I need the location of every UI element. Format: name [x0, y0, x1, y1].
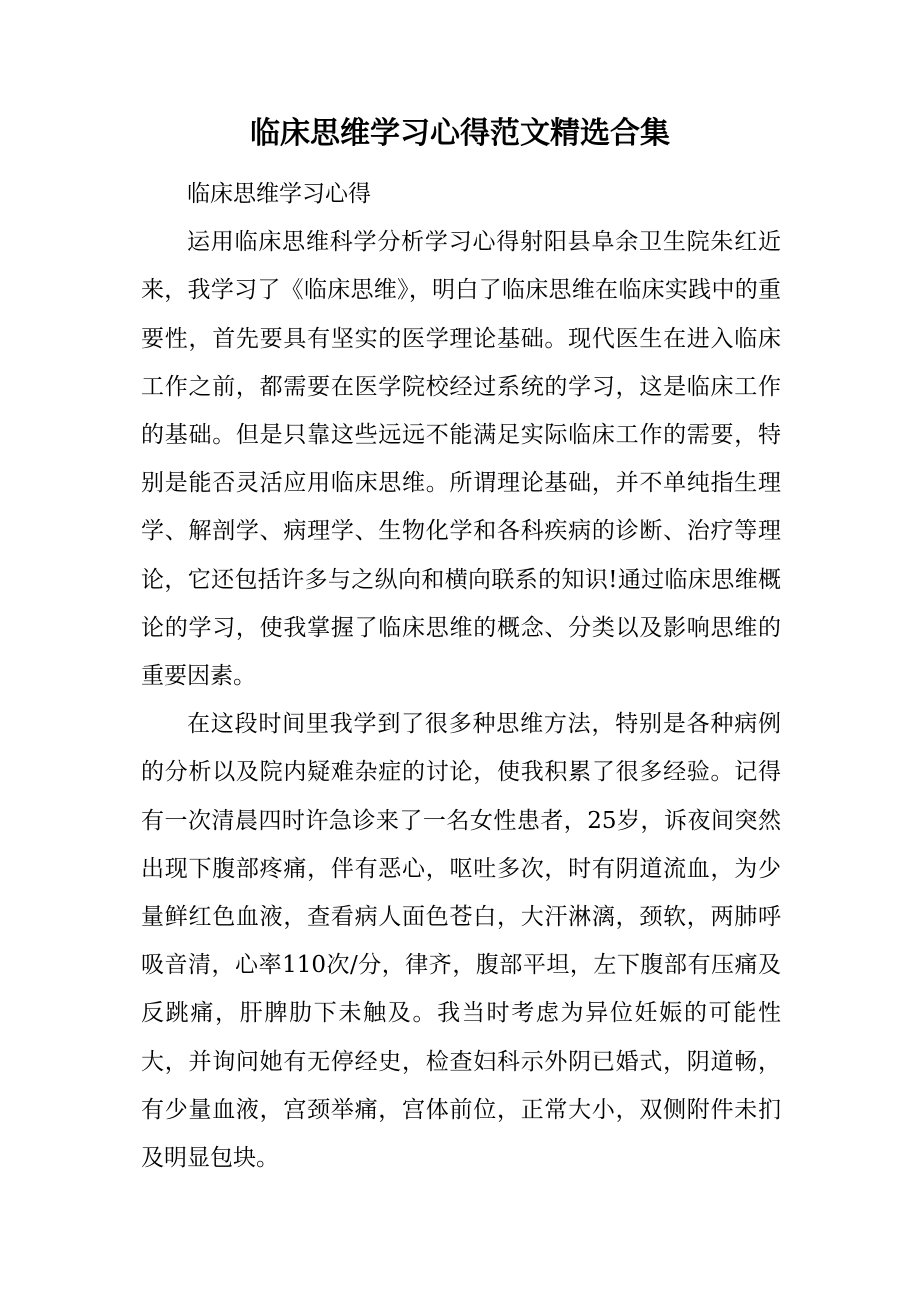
paragraph-1: 运用临床思维科学分析学习心得射阳县阜余卫生院朱红近来，我学习了《临床思维》，明白了临床思维在临床实践中的重要性，首先要具有坚实的医学理论基础。现代医生在进入临床工作之前，都需要在医学院校经过系统的学习，这是临床工作的基础。但是只靠这些远远不能满足实际临床工作的需要，特别是能否灵活应用临床思维。所谓理论基础，并不单纯指生理学、解剖学、病理学、生物化学和各科疾病的诊断、治疗等理论，它还包括许多与之纵向和横向联系的知识!通过临床思维概论的学习，使我掌握了临床思维的概念、分类以及影响思维的重要因素。: [141, 229, 781, 690]
section-subtitle: 临床思维学习心得: [187, 181, 371, 207]
paragraph-2: 在这段时间里我学到了很多种思维方法，特别是各种病例的分析以及院内疑难杂症的讨论，使我积累了很多经验。记得有一次清晨四时许急诊来了一名女性患者，25岁，诉夜间突然出现下腹部疼痛，伴有恶心，呕吐多次，时有阴道流血，为少量鲜红色血液，查看病人面色苍白，大汗淋漓，颈软，两肺呼吸音清，心率110次/分，律齐，腹部平坦，左下腹部有压痛及反跳痛，肝脾肋下未触及。我当时考虑为异位妊娠的可能性大，并询问她有无停经史，检查妇科示外阴已婚式，阴道畅，有少量血液，宫颈举痛，宫体前位，正常大小，双侧附件未扪及明显包块。: [141, 711, 781, 1172]
document-title: 临床思维学习心得范文精选合集: [250, 116, 670, 151]
document-body: [141, 170, 781, 1182]
